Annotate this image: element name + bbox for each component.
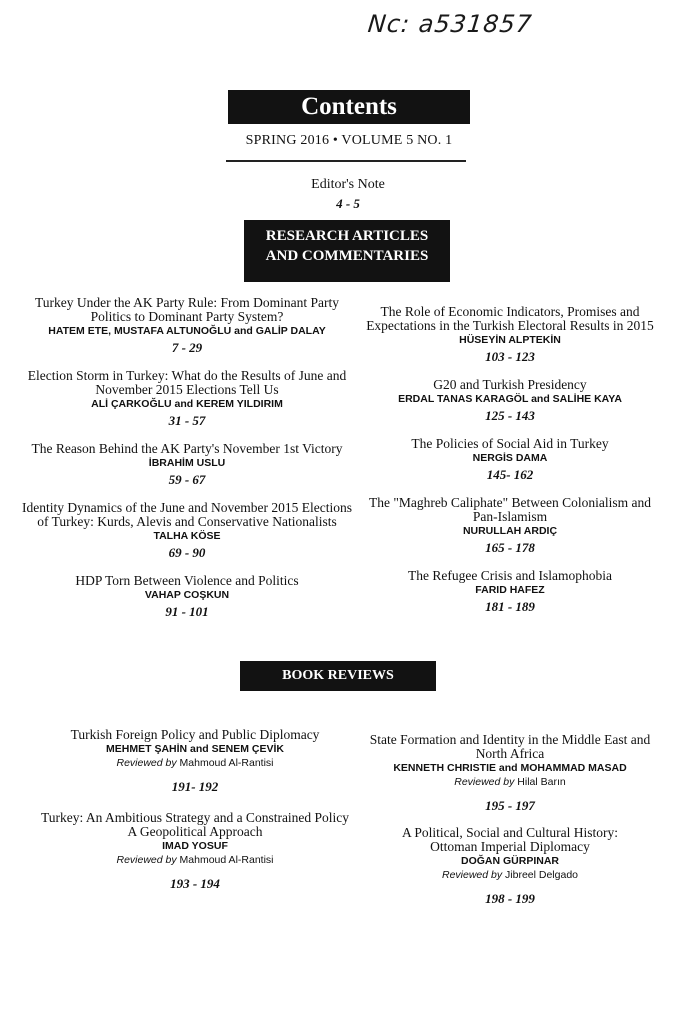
- article-title: of Turkey: Kurds, Alevis and Conservative Nationalists: [37, 514, 337, 529]
- reviewed-by-label: Reviewed by: [454, 776, 515, 788]
- article-title: HDP Torn Between Violence and Politics: [75, 573, 299, 588]
- reviewer-name: Jibreel Delgado: [505, 869, 578, 881]
- article-authors: HATEM ETE, MUSTAFA ALTUNOĞLU and GALİP DALAY: [48, 325, 326, 337]
- book-title: North Africa: [475, 746, 545, 761]
- review-entry: [40, 811, 350, 892]
- reviewer-line: [40, 757, 350, 769]
- reviewer-line: [350, 869, 670, 881]
- article-pages: 69 - 90: [168, 545, 206, 560]
- book-title: A Political, Social and Cultural History:: [402, 825, 618, 840]
- reviewed-by-label: Reviewed by: [441, 869, 503, 881]
- article-title: Election Storm in Turkey: What do the Results of June and: [27, 368, 347, 383]
- article-title: Politics to Dominant Party System?: [90, 309, 284, 324]
- article-pages: 91 - 101: [165, 604, 209, 619]
- article-title: November 2015 Elections Tell Us: [95, 382, 279, 397]
- reviewed-by-label: Reviewed by: [116, 757, 177, 769]
- article-entry: [350, 437, 670, 483]
- research-heading-line1: RESEARCH ARTICLES: [265, 228, 429, 244]
- reviewed-by-label: Reviewed by: [116, 854, 177, 866]
- article-pages: 181 - 189: [485, 599, 535, 614]
- book-authors: IMAD YOSUF: [162, 840, 228, 852]
- handwritten-catalog-note: Nc: a531857: [366, 10, 534, 38]
- book-authors: KENNETH CHRISTIE and MOHAMMAD MASAD: [393, 762, 627, 774]
- article-pages: 7 - 29: [171, 340, 203, 355]
- editors-note-pages: 4 - 5: [336, 196, 360, 211]
- article-title: The Refugee Crisis and Islamophobia: [408, 568, 612, 583]
- article-pages: 103 - 123: [485, 349, 535, 364]
- article-title: The "Maghreb Caliphate" Between Colonialism and: [368, 495, 652, 510]
- article-title: Pan-Islamism: [472, 509, 548, 524]
- book-reviews-left-column: [40, 728, 350, 905]
- reviewer-line: [350, 776, 670, 788]
- book-title: State Formation and Identity in the Middle East and: [369, 732, 651, 747]
- article-title: Identity Dynamics of the June and November 2015 Elections: [22, 500, 352, 515]
- issue-info: SPRING 2016 • VOLUME 5 NO. 1: [245, 133, 453, 148]
- article-authors: İBRAHİM USLU: [148, 457, 226, 469]
- review-entry: [350, 826, 670, 907]
- book-title: Turkish Foreign Policy and Public Diplomacy: [70, 727, 320, 742]
- article-entry: [12, 442, 362, 488]
- article-pages: 145- 162: [486, 467, 534, 482]
- book-authors: MEHMET ŞAHİN and SENEM ÇEVİK: [106, 743, 284, 755]
- divider: [226, 160, 466, 162]
- book-title: Ottoman Imperial Diplomacy: [430, 839, 590, 854]
- article-pages: 59 - 67: [168, 472, 206, 487]
- article-title: The Policies of Social Aid in Turkey: [411, 436, 609, 451]
- research-right-column: [350, 305, 670, 628]
- article-entry: [350, 305, 670, 365]
- book-title: Turkey: An Ambitious Strategy and a Constrained Policy: [40, 810, 350, 825]
- article-authors: FARID HAFEZ: [475, 584, 545, 596]
- page-title: Contents: [228, 90, 470, 124]
- article-pages: 125 - 143: [485, 408, 535, 423]
- book-reviews-heading: BOOK REVIEWS: [240, 661, 436, 691]
- article-title: Expectations in the Turkish Electoral Results in 2015: [366, 318, 654, 333]
- research-heading-line2: AND COMMENTARIES: [265, 248, 429, 264]
- article-title: The Reason Behind the AK Party's November 1st Victory: [31, 441, 343, 456]
- review-entry: [350, 733, 670, 814]
- book-title: A Geopolitical Approach: [127, 824, 263, 839]
- article-authors: HÜSEYİN ALPTEKİN: [459, 334, 561, 346]
- research-section-heading: [244, 220, 450, 282]
- article-authors: TALHA KÖSE: [153, 530, 221, 542]
- article-entry: [12, 501, 362, 561]
- article-entry: [350, 378, 670, 424]
- article-pages: 165 - 178: [485, 540, 535, 555]
- article-authors: VAHAP COŞKUN: [144, 589, 230, 601]
- book-reviews-right-column: [350, 733, 670, 920]
- review-pages: 195 - 197: [485, 798, 535, 813]
- article-pages: 31 - 57: [168, 413, 206, 428]
- article-title: Turkey Under the AK Party Rule: From Dominant Party: [35, 295, 339, 310]
- reviewer-name: Mahmoud Al-Rantisi: [179, 854, 274, 866]
- reviewer-name: Mahmoud Al-Rantisi: [179, 757, 274, 769]
- editors-note-title: Editor's Note: [311, 177, 385, 192]
- article-entry: [12, 296, 362, 356]
- editors-note: [248, 177, 448, 212]
- article-entry: [350, 496, 670, 556]
- article-authors: ERDAL TANAS KARAGÖL and SALİHE KAYA: [398, 393, 622, 405]
- review-pages: 191- 192: [171, 779, 219, 794]
- research-left-column: [12, 296, 362, 633]
- article-entry: [350, 569, 670, 615]
- review-pages: 193 - 194: [170, 876, 220, 891]
- article-authors: NERGİS DAMA: [472, 452, 548, 464]
- book-authors: DOĞAN GÜRPINAR: [460, 855, 559, 867]
- article-authors: NURULLAH ARDIÇ: [462, 525, 558, 537]
- article-title: G20 and Turkish Presidency: [433, 377, 587, 392]
- reviewer-name: Hilal Barın: [517, 776, 566, 788]
- review-pages: 198 - 199: [485, 891, 535, 906]
- article-entry: [12, 369, 362, 429]
- article-title: The Role of Economic Indicators, Promises and: [380, 304, 640, 319]
- reviewer-line: [40, 854, 350, 866]
- article-entry: [12, 574, 362, 620]
- review-entry: [40, 728, 350, 795]
- article-authors: ALİ ÇARKOĞLU and KEREM YILDIRIM: [91, 398, 283, 410]
